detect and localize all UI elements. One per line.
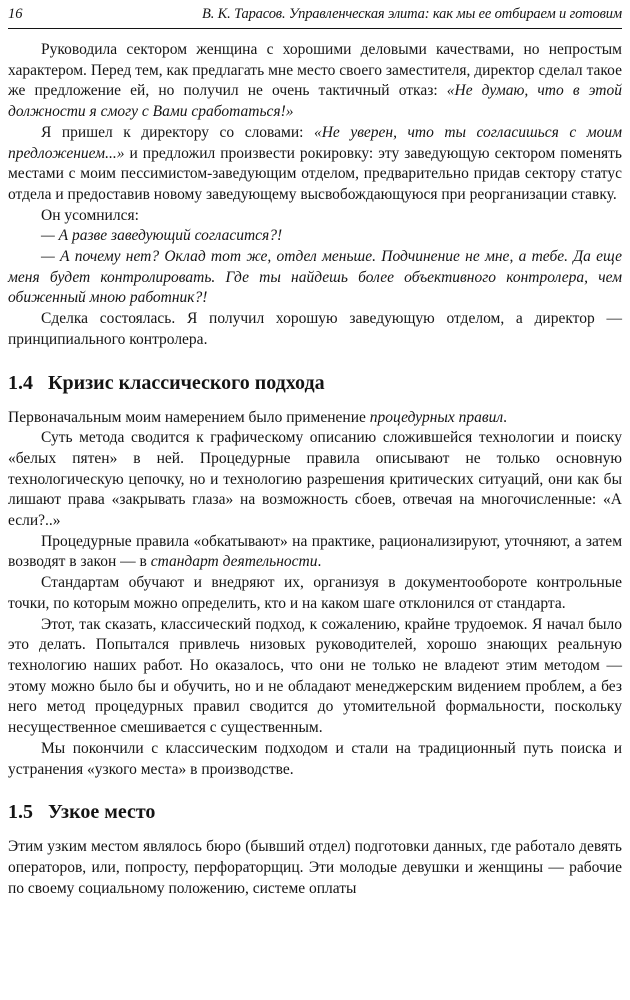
paragraph: [8, 40, 622, 123]
running-title: В. К. Тарасов. Управленческая элита: как мы ее отбираем и готовим: [202, 6, 622, 22]
page-body: [8, 40, 622, 899]
paragraph: [8, 837, 622, 899]
section-title: Узкое место: [48, 801, 156, 824]
paragraph: [8, 573, 622, 614]
section-heading: [8, 800, 622, 824]
text-run: .: [317, 553, 322, 571]
italic-text: — А почему нет? Оклад тот же, отдел меньше. Подчинение не мне, а тебе. Да еще меня будет контролировать. Где ты найдешь более объективного контролера, чем обиженный мною работник?!: [8, 248, 622, 307]
paragraph: [8, 615, 622, 739]
text-run: Мы покончили с классическим подходом и стали на традиционный путь поиска и устранения «узкого места» в производстве.: [8, 739, 622, 778]
paragraph: [8, 123, 622, 206]
text-run: Он усомнился:: [41, 206, 139, 224]
paragraph: [8, 428, 622, 532]
italic-text: «Не думаю, что в этой должности я смогу с Вами сработаться!»: [8, 82, 622, 121]
text-run: Суть метода сводится к графическому описанию сложившейся технологии и поиску «белых пятен» в ней. Процедурные правила описывают не только основную технологическую цепочку, но и технологию разрешения критических ситуаций, они как бы лишают права «закрывать глаза» на возможность сбоев, отвечая на многочисленные: «А если?..»: [8, 429, 622, 530]
section-heading: [8, 371, 622, 395]
paragraph: [8, 206, 622, 227]
text-run: Руководила сектором женщина с хорошими деловыми качествами, но непростым характером. Перед тем, как предлагать мне место своего заместителя, директор сделал такое же предложение ей, но получил не очень тактичный отказ:: [8, 41, 622, 100]
paragraph: [8, 408, 622, 429]
paragraph: [8, 532, 622, 573]
italic-text: «Не уверен, что ты согласишься с моим предложением...»: [8, 123, 622, 162]
page-number: 16: [8, 6, 23, 22]
paragraph: [8, 739, 622, 780]
text-run: .: [503, 408, 507, 426]
italic-text: стандарт деятельности: [150, 553, 318, 571]
text-run: Этим узким местом являлось бюро (бывший отдел) подготовки данных, где работало девять операторов, или, попросту, перфораторщиц. Эти молодые девушки и женщины — рабочие по своему социальному положению, системе оплаты: [8, 838, 622, 897]
italic-text: — А разве заведующий согласится?!: [41, 227, 283, 245]
paragraph: [8, 247, 622, 309]
text-run: Этот, так сказать, классический подход, к сожалению, крайне трудоемок. Я начал было это делать. Попытался привлечь низовых руководителей, хорошо знающих реальную технологию наших работ. Но оказалось, что они не только не владеют этим методом — этому можно было бы и обучить, но и не обладают менеджерским видением проблем, а без него метод процедурных правил сводится до утомительной формальности, поскольку несущественное смешивается с существенным.: [8, 615, 622, 737]
paragraph: [8, 309, 622, 350]
running-header: [8, 4, 622, 29]
paragraph: [8, 226, 622, 247]
text-run: Сделка состоялась. Я получил хорошую заведующую отделом, а директор — принципиального контролера.: [8, 310, 622, 348]
section-number: 1.5: [8, 801, 33, 824]
text-run: Первоначальным моим намерением было применение: [8, 408, 370, 426]
text-run: Процедурные правила «обкатывают» на практике, рационализируют, уточняют, а затем возводят в закон — в: [8, 532, 622, 571]
text-run: Я пришел к директору со словами:: [41, 123, 314, 141]
text-run: и предложил произвести рокировку: эту заведующую сектором поменять местами с моим пессимистом-заведующим отделом, предварительно придав сектору статус отдела и предоставив новому заведующему высвобождающуюся при реорганизации ставку.: [8, 144, 622, 203]
italic-text: процедурных правил: [369, 408, 504, 426]
section-title: Кризис классического подхода: [48, 371, 325, 394]
section-number: 1.4: [8, 371, 33, 394]
text-run: Стандартам обучают и внедряют их, организуя в документообороте контрольные точки, по которым можно определить, кто и на каком шаге отклонился от стандарта.: [8, 574, 622, 612]
